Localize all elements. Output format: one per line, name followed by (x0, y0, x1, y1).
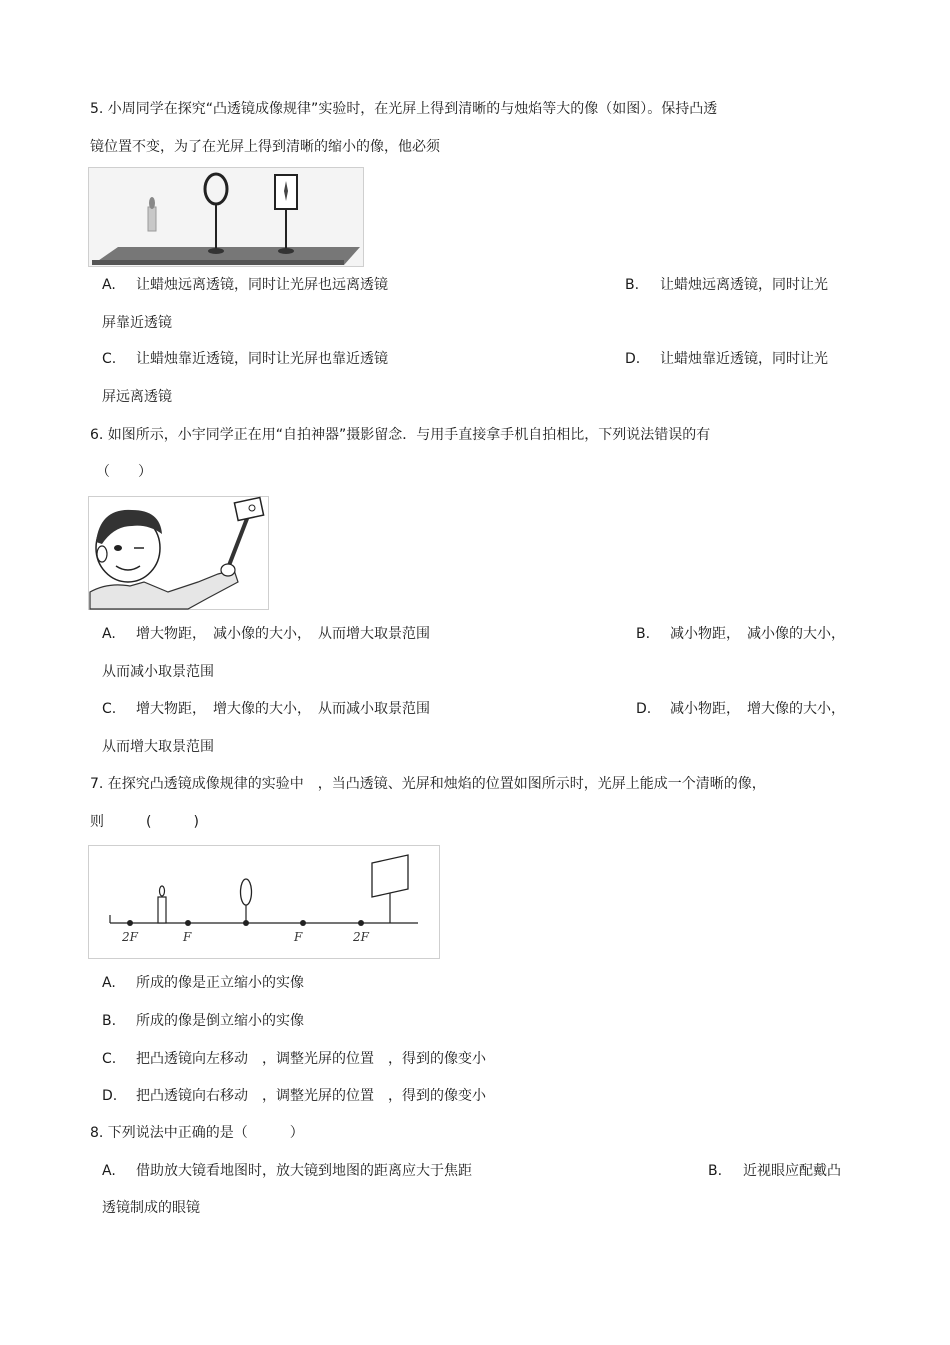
q5-stem-line1: 5. 小周同学在探究“凸透镜成像规律”实验时，在光屏上得到清晰的与烛焰等大的像（如图）。保持凸透 (90, 101, 718, 117)
q6-stem-line2: （ ） (96, 464, 152, 480)
q6-option-d-letter: D. (636, 701, 652, 717)
q7-option-b-text: 所成的像是倒立缩小的实像 (136, 1013, 304, 1029)
q6-figure-selfie-stick (88, 496, 269, 610)
q8-option-a-text: 借助放大镜看地图时，放大镜到地图的距离应大于焦距 (136, 1163, 472, 1179)
q6-option-c-text: 增大物距， 增大像的大小， 从而减小取景范围 (136, 701, 430, 717)
q7-point-f-left (185, 920, 191, 926)
q7-stem-line2: 则 ( ) (90, 814, 199, 830)
q8-option-b-letter: B. (708, 1163, 723, 1179)
q8-option-a-letter: A. (102, 1163, 116, 1179)
q7-option-a-letter: A. (102, 975, 116, 991)
q7-label-f-right: F (294, 930, 303, 944)
q7-option-b-letter: B. (102, 1013, 117, 1029)
q6-hand (221, 564, 235, 576)
q5-option-b-continued: 屏靠近透镜 (102, 315, 172, 331)
q6-option-d-continued: 从而增大取景范围 (102, 739, 214, 755)
q7-screen (372, 855, 408, 897)
q7-figure-optical-bench (88, 845, 440, 959)
q5-option-d-letter: D. (625, 351, 641, 367)
q5-option-d-continued: 屏远离透镜 (102, 389, 172, 405)
q6-option-a-text: 增大物距， 减小像的大小， 从而增大取景范围 (136, 626, 430, 642)
q8-option-b-continued: 透镜制成的眼镜 (102, 1200, 200, 1216)
q5-candle (148, 207, 156, 231)
q7-label-2f-right: 2F (353, 930, 369, 944)
q6-option-b-text: 减小物距， 减小像的大小， (670, 626, 845, 642)
q6-option-a-letter: A. (102, 626, 116, 642)
q5-option-b-letter: B. (625, 277, 640, 293)
q7-point-f-right (300, 920, 306, 926)
q5-option-c-letter: C. (102, 351, 117, 367)
q5-option-c-text: 让蜡烛靠近透镜，同时让光屏也靠近透镜 (136, 351, 388, 367)
q7-option-d-text: 把凸透镜向右移动 ，调整光屏的位置 ，得到的像变小 (136, 1088, 486, 1104)
q7-option-a-text: 所成的像是正立缩小的实像 (136, 975, 304, 991)
q8-stem-line1: 8. 下列说法中正确的是（ ） (90, 1125, 304, 1141)
q5-flame (149, 197, 155, 209)
q7-point-2f-left (127, 920, 133, 926)
q7-label-2f-left: 2F (122, 930, 138, 944)
q7-candle (158, 897, 166, 923)
q7-option-d-letter: D. (102, 1088, 118, 1104)
q5-option-a-text: 让蜡烛远离透镜，同时让光屏也远离透镜 (136, 277, 388, 293)
q6-option-d-text: 减小物距， 增大像的大小， (670, 701, 845, 717)
q6-option-b-letter: B. (636, 626, 651, 642)
q6-stem-line1: 6. 如图所示，小宇同学正在用“自拍神器”摄影留念．与用手直接拿手机自拍相比，下列说法错误的有 (90, 427, 711, 443)
q7-point-2f-right (358, 920, 364, 926)
q7-option-c-text: 把凸透镜向左移动 ，调整光屏的位置 ，得到的像变小 (136, 1051, 486, 1067)
q5-option-a-letter: A. (102, 277, 116, 293)
q5-figure-candle-lens-screen (88, 167, 364, 267)
q7-label-f-left: F (183, 930, 192, 944)
q6-option-b-continued: 从而减小取景范围 (102, 664, 214, 680)
q8-option-b-text: 近视眼应配戴凸 (743, 1163, 841, 1179)
q7-stem-line1: 7. 在探究凸透镜成像规律的实验中 ，当凸透镜、光屏和烛焰的位置如图所示时，光屏上能成一个清晰的像， (90, 776, 766, 792)
q5-option-b-text: 让蜡烛远离透镜，同时让光 (660, 277, 828, 293)
q5-option-d-text: 让蜡烛靠近透镜，同时让光 (660, 351, 828, 367)
q7-option-c-letter: C. (102, 1051, 117, 1067)
q5-stem-line2: 镜位置不变，为了在光屏上得到清晰的缩小的像，他必须 (90, 139, 440, 155)
q6-option-c-letter: C. (102, 701, 117, 717)
